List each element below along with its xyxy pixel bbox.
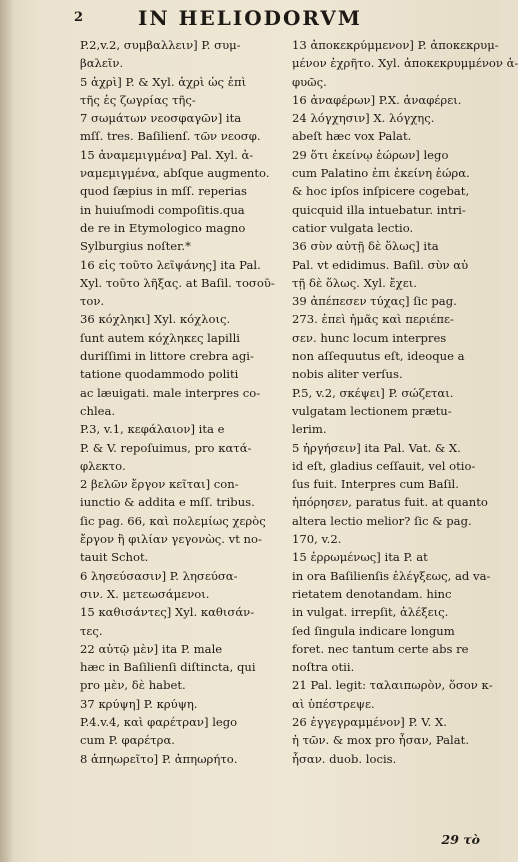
text-line: P. & V. repoſuimus, pro κατά- — [80, 440, 252, 455]
text-line: 36 κόχληκι] Xyl. κόχλοις. — [80, 312, 231, 327]
text-line: P.2,v.2, συμβαλλειν] P. συμ- — [80, 38, 241, 52]
text-line: 15 ἐρρωμένως] ita P. at — [292, 550, 428, 565]
text-line: 36 σὺν αὐτῇ δὲ ὅλως] ita — [292, 239, 439, 254]
text-line: tauit Schot. — [80, 550, 149, 565]
text-line: abeſt hæc vox Palat. — [292, 129, 412, 144]
text-line: 16 ἀναφέρων] P.X. ἀναφέρει. — [292, 92, 462, 107]
left-column — [80, 36, 286, 768]
text-line: βαλεῖν. — [80, 56, 124, 71]
text-line: hæc in Baſilienſi diſtincta, qui — [80, 660, 256, 675]
catchword: 29 τὸ — [441, 832, 480, 847]
text-line: P.4.v.4, καὶ φαρέτραν] lego — [80, 714, 238, 729]
text-line: iunctio & addita e mſſ. tribus. — [80, 495, 255, 510]
text-line: τῆς ἐς ζωγρίας τῆς- — [80, 92, 196, 107]
text-line: 29 ὅτι ἐκείνῳ ἑώρων] lego — [292, 147, 449, 162]
text-line: quicquid illa intuebatur. intri- — [292, 202, 466, 217]
text-line: ſic pag. 66, καὶ πολεμίως χερὸς — [80, 513, 266, 528]
text-line: ac læuigati. male interpres co- — [80, 385, 261, 400]
text-line: 22 αὐτῷ μὲν] ita P. male — [80, 641, 223, 656]
text-line: 21 Pal. legit: ταλαιπωρὸν, ὅσον κ- — [292, 678, 493, 693]
text-line: nobis aliter verſus. — [292, 367, 403, 382]
text-line: φυῶς. — [292, 74, 327, 89]
text-line: de re in Etymologico magno — [80, 220, 246, 235]
text-line: ἔργον ἢ φιλίαν γεγονὼς. vt no- — [80, 532, 262, 547]
text-line: 26 ἐγγεγραμμένον] P. V. X. — [292, 714, 447, 729]
text-line: non aſſequutus eſt, ideoque a — [292, 349, 465, 364]
text-line: cum Palatino ἐπι ἐκείνη ἑώρα. — [292, 166, 470, 181]
text-line: noſtra otii. — [292, 660, 355, 675]
text-line: σιν. X. μετεωσάμενοι. — [80, 586, 210, 601]
text-line: tatione quodammodo politi — [80, 367, 239, 382]
text-line: τῇ δὲ ὅλως. Xyl. ἔχει. — [292, 275, 417, 290]
text-line: 39 ἀπέπεσεν τύχας] ſic pag. — [292, 294, 457, 309]
right-column — [292, 36, 518, 768]
text-line: quod ſæpius in mſſ. reperias — [80, 184, 247, 199]
text-line: in huiuſmodi compoſitis.qua — [80, 202, 245, 217]
text-line: 273. ἐπεὶ ἡμᾶς καὶ περιέπε- — [292, 312, 454, 327]
text-line: Sylburgius noſter.* — [80, 239, 191, 254]
text-line: 37 κρύψη] P. κρύψη. — [80, 696, 198, 711]
text-line: 7 σωμάτων νεοσφαγῶν] ita — [80, 111, 242, 126]
text-line: lerim. — [292, 422, 327, 437]
text-line: P.3, v.1, κεφάλαιον] ita e — [80, 422, 225, 437]
text-line: P.5, v.2, σκέψει] P. σώζεται. — [292, 385, 454, 400]
text-line: σεν. hunc locum interpres — [292, 330, 447, 345]
text-line: vulgatam lectionem prætu- — [292, 403, 452, 418]
text-line: mſſ. tres. Baſilienſ. τῶν νεοσφ. — [80, 129, 261, 144]
text-line: αὶ ὑπέστρεψε. — [292, 696, 375, 711]
text-line: μένον ἐχρῆτο. Xyl. ἀποκεκρυμμένον ἀ- — [292, 56, 518, 71]
text-line: 6 λησεύσασιν] P. λησεύσα- — [80, 568, 238, 583]
text-line: chlea. — [80, 403, 116, 418]
text-line: 15 καθισάντες] Xyl. καθισάν- — [80, 605, 255, 620]
text-line: altera lectio melior? ſic & pag. — [292, 513, 472, 528]
text-line: τες. — [80, 623, 103, 638]
text-line: 8 ἀπηωρεῖτο] P. ἀπηωρήτο. — [80, 751, 238, 766]
text-line: Xyl. τοῦτο λῆξας. at Baſil. τοσοῦ- — [80, 275, 275, 290]
text-line: 2 βελῶν ἔργον κεῖται] con- — [80, 477, 239, 492]
text-line: 16 εἰς τοῦτο λεῖψάνης] ita Pal. — [80, 257, 261, 272]
text-line: ἦσαν. duob. locis. — [292, 751, 397, 766]
text-line: ſunt autem κόχληκες lapilli — [80, 330, 240, 345]
text-line: 13 ἀποκεκρύμμενον] P. ἀποκεκρυμ- — [292, 38, 499, 52]
text-line: rietatem denotandam. hinc — [292, 586, 452, 601]
folio-number: 2 — [74, 10, 84, 25]
text-line: duriſſimi in littore crebra agi- — [80, 349, 254, 364]
text-line: τον. — [80, 294, 105, 309]
text-line: Pal. vt edidimus. Baſil. σὺν αὐ — [292, 257, 469, 272]
text-line: 5 ἀχρὶ] P. & Xyl. ἀχρὶ ὡς ἐπὶ — [80, 74, 247, 89]
text-line: & hoc ipſos inſpicere cogebat, — [292, 184, 470, 199]
running-head: IN HELIODORVM — [138, 6, 362, 30]
text-line: ſed ſingula indicare longum — [292, 623, 455, 638]
text-line: 24 λόγχησιν] X. λόγχης. — [292, 111, 435, 126]
text-line: foret. nec tantum certe abs re — [292, 641, 469, 656]
text-line: catior vulgata lectio. — [292, 220, 414, 235]
text-line: ἡ τῶν. & mox pro ἦσαν, Palat. — [292, 733, 470, 748]
text-line: φλεκτο. — [80, 458, 126, 473]
text-line: in ora Baſilienſis ἐλέγξεως, ad va- — [292, 568, 491, 583]
text-line: pro μὲν, δὲ habet. — [80, 678, 186, 693]
text-line: ναμεμιγμένα, abſque augmento. — [80, 166, 270, 181]
text-line: ἠπόρησεν, paratus fuit. at quanto — [292, 495, 488, 510]
text-line: id eſt, gladius ceſſauit, vel otio- — [292, 458, 476, 473]
text-line: cum P. φαρέτρα. — [80, 733, 175, 748]
text-line: 5 ἠργήσειν] ita Pal. Vat. & X. — [292, 440, 461, 455]
text-line: 170, v.2. — [292, 532, 342, 547]
text-line: in vulgat. irrepſit, ἀλέξεις. — [292, 605, 449, 620]
text-line: ſus fuit. Interpres cum Baſil. — [292, 477, 459, 492]
page-fold-shadow — [0, 0, 14, 862]
text-line: 15 ἀναμεμιγμένα] Pal. Xyl. ἀ- — [80, 147, 254, 162]
